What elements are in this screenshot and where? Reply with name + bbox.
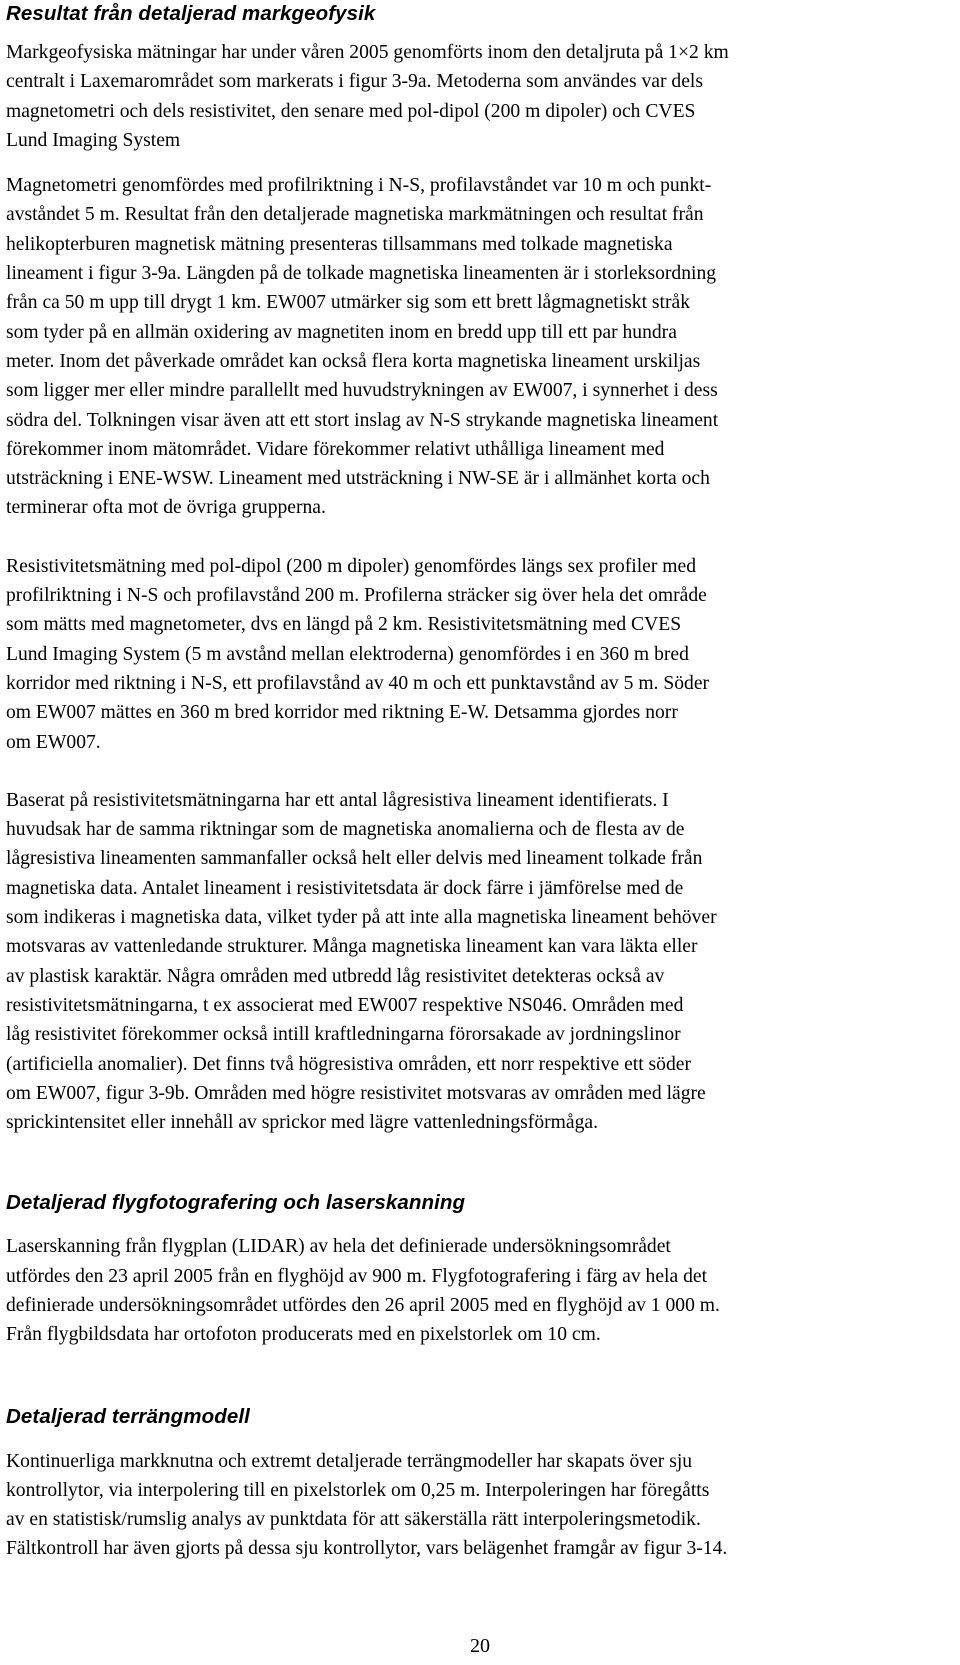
- text-line: om EW007 mättes en 360 m bred korridor med riktning E-W. Detsamma gjordes norr: [6, 702, 678, 724]
- text-line: om EW007, figur 3-9b. Områden med högre resistivitet motsvaras av områden med lägre: [6, 1082, 706, 1104]
- text-line: Magnetometri genomfördes med profilriktning i N-S, profilavståndet var 10 m och punkt-: [6, 175, 712, 197]
- text-line: Lund Imaging System (5 m avstånd mellan elektroderna) genomfördes i en 360 m bred: [6, 643, 689, 665]
- text-line: av en statistisk/rumslig analys av punktdata för att säkerställa rätt interpoleringsmetodik.: [6, 1509, 701, 1531]
- paragraph-resistivitet: [6, 552, 951, 757]
- section-heading-markgeofysik: Resultat från detaljerad markgeofysik: [6, 2, 376, 25]
- text-line: kontrollytor, via interpolering till en pixelstorlek om 0,25 m. Interpoleringen har föregåtts: [6, 1479, 710, 1501]
- text-line: avståndet 5 m. Resultat från den detaljerade magnetiska markmätningen och resultat från: [6, 204, 704, 226]
- text-line: från ca 50 m upp till drygt 1 km. EW007 utmärker sig som ett brett lågmagnetiskt stråk: [6, 292, 691, 314]
- text-line: huvudsak har de samma riktningar som de magnetiska anomalierna och de flesta av de: [6, 819, 685, 841]
- text-line: Fältkontroll har även gjorts på dessa sju kontrollytor, vars belägenhet framgår av figur 3-14.: [6, 1538, 728, 1560]
- paragraph-intro: [6, 38, 951, 155]
- paragraph-magnetometri: [6, 171, 951, 523]
- text-line: motsvaras av vattenledande strukturer. Många magnetiska lineament kan vara läkta eller: [6, 936, 698, 958]
- text-line: definierade undersökningsområdet utfördes den 26 april 2005 med en flyghöjd av 1 000 m.: [6, 1294, 720, 1316]
- text-line: lågresistiva lineamenten sammanfaller också helt eller delvis med lineament tolkade från: [6, 848, 703, 870]
- paragraph-laserskanning: [6, 1232, 951, 1349]
- text-line: Från flygbildsdata har ortofoton producerats med en pixelstorlek om 10 cm.: [6, 1324, 601, 1346]
- text-line: om EW007.: [6, 731, 101, 753]
- text-line: Kontinuerliga markknutna och extremt detaljerade terrängmodeller har skapats över sju: [6, 1450, 693, 1472]
- text-line: förekommer inom mätområdet. Vidare förekommer relativt uthålliga lineament med: [6, 438, 665, 460]
- text-line: centralt i Laxemarområdet som markerats i figur 3-9a. Metoderna som användes var dels: [6, 71, 703, 93]
- text-line: meter. Inom det påverkade området kan också flera korta magnetiska lineament urskiljas: [6, 350, 701, 372]
- text-line: Lund Imaging System: [6, 129, 181, 151]
- text-line: som indikeras i magnetiska data, vilket tyder på att inte alla magnetiska lineament behöver: [6, 907, 717, 929]
- text-line: som mätts med magnetometer, dvs en längd på 2 km. Resistivitetsmätning med CVES: [6, 614, 682, 636]
- paragraph-terrangmodell: [6, 1447, 951, 1564]
- section-heading-terrangmodell: Detaljerad terrängmodell: [6, 1404, 250, 1428]
- text-line: helikopterburen magnetisk mätning presenteras tillsammans med tolkade magnetiska: [6, 233, 673, 255]
- text-line: magnetiska data. Antalet lineament i resistivitetsdata är dock färre i jämförelse med de: [6, 877, 684, 899]
- text-line: resistivitetsmätningarna, t ex associerat med EW007 respektive NS046. Områden med: [6, 994, 684, 1016]
- text-line: profilriktning i N-S och profilavstånd 200 m. Profilerna sträcker sig över hela det område: [6, 585, 707, 607]
- text-line: sprickintensitet eller innehåll av sprickor med lägre vattenledningsförmåga.: [6, 1112, 598, 1134]
- text-line: utfördes den 23 april 2005 från en flyghöjd av 900 m. Flygfotografering i färg av hela det: [6, 1265, 708, 1287]
- text-line: Resistivitetsmätning med pol-dipol (200 m dipoler) genomfördes längs sex profiler med: [6, 555, 697, 577]
- text-line: låg resistivitet förekommer också intill kraftledningarna förorsakade av jordningslinor: [6, 1024, 681, 1046]
- text-line: (artificiella anomalier). Det finns två högresistiva områden, ett norr respektive ett söder: [6, 1053, 691, 1075]
- page-content: [6, 0, 951, 1564]
- text-line: av plastisk karaktär. Några områden med utbredd låg resistivitet detekteras också av: [6, 965, 665, 987]
- text-line: som tyder på en allmän oxidering av magnetiten inom en bredd upp till ett par hundra: [6, 321, 677, 343]
- text-line: som ligger mer eller mindre parallellt med huvudstrykningen av EW007, i synnerhet i dess: [6, 380, 718, 402]
- text-line: Baserat på resistivitetsmätningarna har ett antal lågresistiva lineament identifierats. I: [6, 789, 669, 811]
- text-line: utsträckning i ENE-WSW. Lineament med utsträckning i NW-SE är i allmänhet korta och: [6, 468, 710, 490]
- text-line: terminerar ofta mot de övriga grupperna.: [6, 497, 326, 519]
- text-line: magnetometri och dels resistivitet, den senare med pol-dipol (200 m dipoler) och CVES: [6, 100, 696, 122]
- text-line: södra del. Tolkningen visar även att ett stort inslag av N-S strykande magnetiska lineament: [6, 409, 719, 431]
- text-line: lineament i figur 3-9a. Längden på de tolkade magnetiska lineamenten är i storleksordning: [6, 263, 717, 285]
- text-line: Laserskanning från flygplan (LIDAR) av hela det definierade undersökningsområdet: [6, 1236, 671, 1258]
- page-number: 20: [470, 1635, 490, 1657]
- text-line: korridor med riktning i N-S, ett profilavstånd av 40 m och ett punktavstånd av 5 m. Söder: [6, 672, 710, 694]
- paragraph-lagresistiva: [6, 786, 951, 1138]
- section-heading-flygfotografering: Detaljerad flygfotografering och laserskanning: [6, 1191, 466, 1215]
- text-line: Markgeofysiska mätningar har under våren 2005 genomförts inom den detaljruta på 1×2 km: [6, 42, 729, 63]
